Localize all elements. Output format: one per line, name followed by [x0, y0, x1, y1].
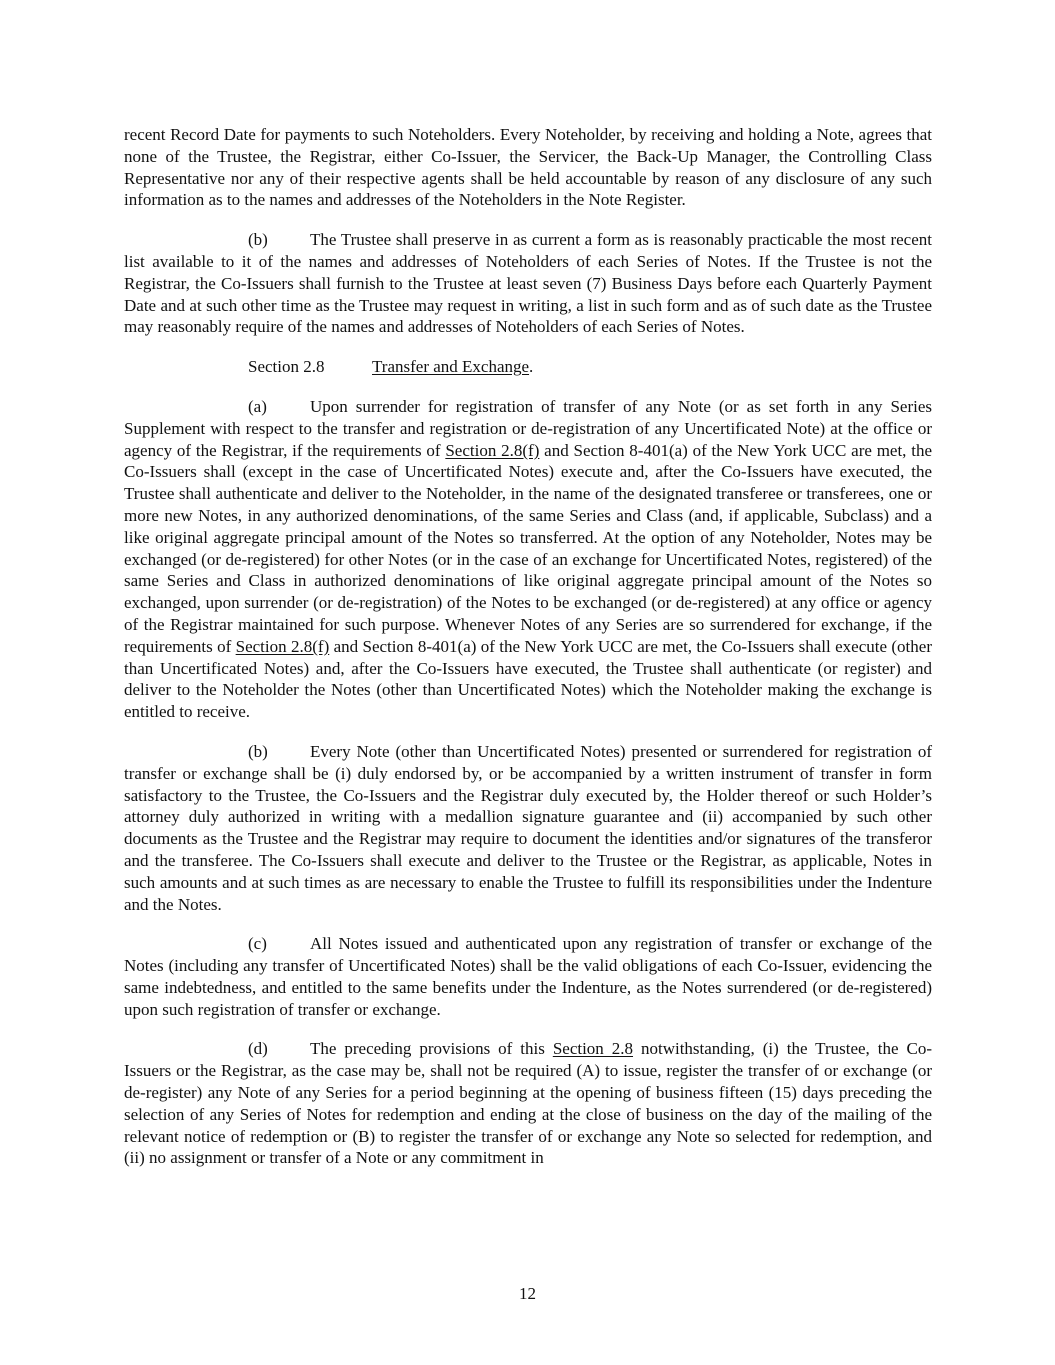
document-page [124, 124, 932, 1187]
paragraph-a-transfer [124, 396, 932, 723]
paragraph-text: The Trustee shall preserve in as current a form as is reasonably practicable the most recent list available to it of the names and addresses of Noteholders of each Series of Notes. If the Trustee is not the Registrar, the Co-Issuers shall furnish to the Trustee at least seven (7) Business Days before each Quarterly Payment Date and at such other time as the Trustee may request in writing, a list in such form and as of such date as the Trustee may reasonably require of the names and addresses of Noteholders of each Series of Notes. [124, 230, 932, 337]
section-reference: Section 2.8(f) [445, 440, 540, 460]
paragraph-text: notwithstanding, (i) the Trustee, the Co-Issuers or the Registrar, as the case may be, shall not be required (A) to issue, register the transfer of or exchange (or de-register) any Note of any Series for a period beginning at the opening of business fifteen (15) days preceding the selection of any Series of Notes for redemption and ending at the close of business on the day of the mailing of the relevant notice of redemption or (B) to register the transfer of or exchange any Note so selected for redemption, and (ii) no assignment or transfer of a Note or any commitment in [124, 1039, 932, 1168]
paragraph-text: and Section 8-401(a) of the New York UCC are met, the Co-Issuers shall execute (other than Uncertificated Notes) and, after the Co-Issuers have executed, the Trustee shall authenticate (or register) and deliver to the Noteholder the Notes (other than Uncertificated Notes) which the Noteholder making the exchange is entitled to receive. [124, 636, 932, 722]
section-title: Transfer and Exchange [372, 357, 530, 377]
paragraph-label: (b) [248, 230, 268, 250]
paragraph-label: (a) [248, 396, 267, 416]
section-title-period: . [529, 357, 534, 377]
paragraph-label: (d) [248, 1039, 268, 1059]
paragraph-b-endorsement [124, 741, 932, 915]
paragraph-text: and Section 8-401(a) of the New York UCC are met, the Co-Issuers shall (except in the case of Uncertificated Notes) execute and, after the Co-Issuers have executed, the Trustee shall authenticate and deliver to the Noteholder, in the name of the designated transferee or transferees, one or more new Notes, in any authorized denominations, of the same Series and Class (and, if applicable, Subclass) and a like original aggregate principal amount of the Notes so transferred. At the option of any Noteholder, Notes may be exchanged (or de-registered) for other Notes (or in the case of an exchange for Uncertificated Notes, registered) of the same Series and Class in authorized denominations of like original aggregate principal amount of the Notes so exchanged, upon surrender (or de-registration) of the Notes to be exchanged (or de-registered) at any office or agency of the Registrar maintained for such purpose. Whenever Notes of any Series are so surrendered for exchange, if the requirements of [124, 440, 932, 656]
section-reference: Section 2.8(f) [235, 636, 330, 656]
paragraph-d-restrictions [124, 1038, 932, 1169]
paragraph-b-noteholder-list [124, 229, 932, 338]
paragraph-c-valid-obligations [124, 933, 932, 1020]
paragraph-continuation: recent Record Date for payments to such Noteholders. Every Noteholder, by receiving and holding a Note, agrees that none of the Trustee, the Registrar, either Co-Issuer, the Servicer, the Back-Up Manager, the Controlling Class Representative nor any of their respective agents shall be held accountable by reason of any disclosure of any such information as to the names and addresses of the Noteholders in the Note Register. [124, 125, 932, 210]
paragraph-label: (b) [248, 741, 268, 761]
page-number: 12 [519, 1284, 536, 1303]
paragraph-label: (c) [248, 934, 267, 954]
paragraph-text: All Notes issued and authenticated upon any registration of transfer or exchange of the Notes (including any transfer of Uncertificated Notes) shall be the valid obligations of each Co-Issuer, evidencing the same indebtedness, and entitled to the same benefits under the Indenture, as the Notes surrendered (or de-registered) upon such registration of transfer or exchange. [124, 934, 932, 1019]
paragraph-text: Upon surrender for registration of transfer of any Note (or as set forth in any Series Supplement with respect to the transfer and registration or de-registration of any Uncertificated Note) at the office or agency of the Registrar, if the requirements of [124, 396, 932, 460]
section-heading [124, 356, 932, 378]
paragraph-text: The preceding provisions of this [310, 1039, 553, 1059]
paragraph-text: Every Note (other than Uncertificated Notes) presented or surrendered for registration of transfer or exchange shall be (i) duly endorsed by, or be accompanied by a written instrument of transfer in form satisfactory to the Trustee, the Co-Issuers and the Registrar duly executed by, the Holder thereof or such Holder’s attorney duly authorized in writing with a medallion signature guarantee and (ii) accompanied by such other documents as the Trustee and the Registrar may require to document the identities and/or signatures of the transferor and the transferee. The Co-Issuers shall execute and deliver to the Trustee or the Registrar, as applicable, Notes in such amounts and at such times as are necessary to enable the Trustee to fulfill its responsibilities under the Indenture and the Notes. [124, 741, 932, 914]
section-number: Section 2.8 [248, 357, 325, 377]
section-reference: Section 2.8 [552, 1039, 634, 1059]
